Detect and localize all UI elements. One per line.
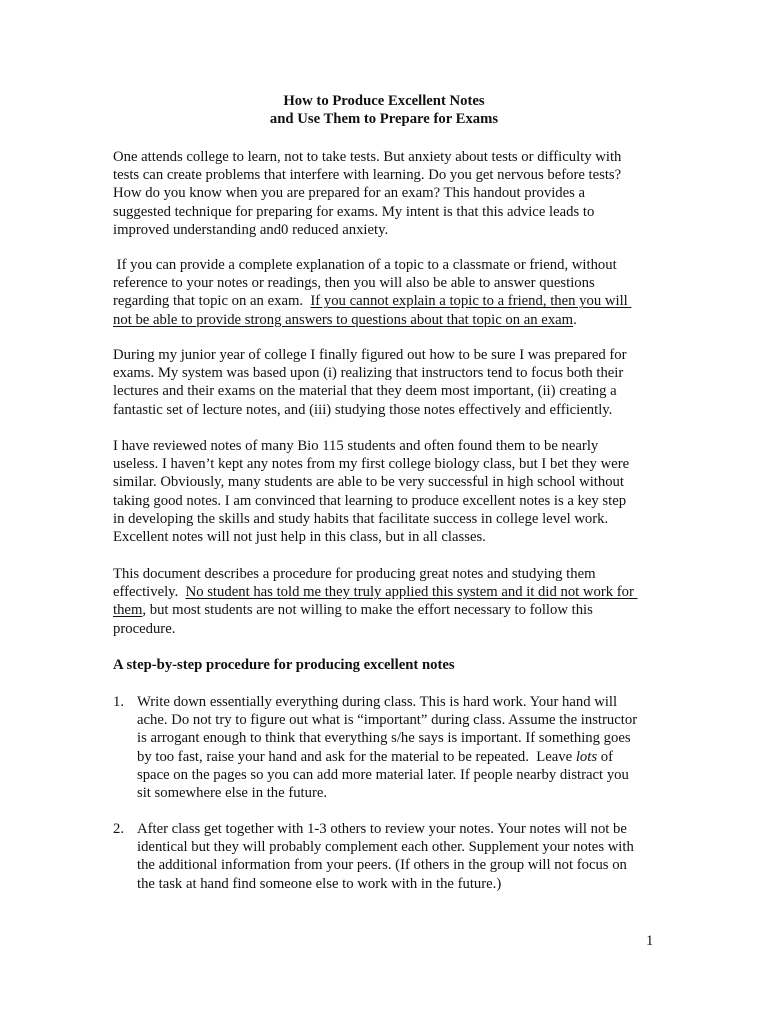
text-line: identical but they will probably complement each other. Supplement your notes with	[137, 839, 634, 856]
text-line: Excellent notes will not just help in this class, but in all classes.	[113, 529, 486, 546]
text-line: How do you know when you are prepared for an exam? This handout provides a	[113, 185, 586, 202]
section-heading: A step-by-step procedure for producing excellent notes	[113, 657, 455, 673]
text-line: is arrogant enough to think that everything s/he says is important. If something goes	[137, 730, 631, 747]
underlined-text: not be able to provide strong answers to questions about that topic on an exam	[113, 311, 574, 328]
text-line: This document describes a procedure for producing great notes and studying them	[113, 566, 596, 582]
text-line: the additional information from your peers. (If others in the group will not focus on	[137, 857, 627, 874]
text-line	[137, 748, 637, 766]
text-line: procedure.	[113, 620, 176, 637]
text-line: If you can provide a complete explanation of a topic to a classmate or friend, without	[113, 257, 617, 273]
text-line: tests can create problems that interfere with learning. Do you get nervous before tests?	[113, 167, 622, 184]
text-line: lectures and their exams on the material that they deem most important, (ii) creating a	[113, 383, 617, 400]
text-line: the task at hand find someone else to work with in the future.)	[137, 875, 502, 892]
paragraph-explain-topic	[113, 256, 673, 329]
text-line: ache. Do not try to figure out what is “important” during class. Assume the instructor	[137, 712, 638, 729]
text-line: I have reviewed notes of many Bio 115 students and often found them to be nearly	[113, 438, 599, 454]
list-item-number: 1.	[113, 694, 125, 710]
text-run: by too fast, raise your hand and ask for the material to be repeated. Leave	[137, 748, 576, 765]
text-line: taking good notes. I am convinced that learning to produce excellent notes is a key step	[113, 492, 627, 509]
text-run: regarding that topic on an exam.	[113, 293, 311, 310]
text-line: suggested technique for preparing for exams. My intent is that this advice leads to	[113, 203, 595, 220]
text-line: fantastic set of lecture notes, and (iii) studying those notes effectively and efficiently.	[113, 401, 613, 418]
paragraph-bio-notes	[113, 437, 673, 546]
paragraph-junior-year	[113, 346, 673, 419]
document-title-line-1: How to Produce Excellent Notes	[283, 93, 485, 109]
underlined-text: If you cannot explain a topic to a friend, then you will	[310, 293, 632, 310]
list-item-number: 2.	[113, 821, 125, 837]
text-run: effectively.	[113, 584, 186, 601]
text-line	[113, 292, 673, 310]
text-line: One attends college to learn, not to take tests. But anxiety about tests or difficulty with	[113, 149, 622, 165]
text-line: reference to your notes or readings, then you will also be able to answer questions	[113, 275, 595, 292]
text-line: sit somewhere else in the future.	[137, 785, 328, 802]
text-line	[113, 601, 673, 619]
paragraph-intro	[113, 148, 673, 239]
text-line: improved understanding and0 reduced anxiety.	[113, 221, 389, 238]
text-run: , but most students are not willing to make the effort necessary to follow this	[142, 602, 593, 619]
text-run: of	[597, 748, 613, 765]
underlined-text: No student has told me they truly applied this system and it did not work for	[185, 584, 638, 601]
text-line: useless. I haven’t kept any notes from my first college biology class, but I bet they were	[113, 456, 630, 473]
list-item-body	[137, 693, 637, 802]
underlined-text: them	[113, 602, 143, 619]
text-line	[113, 311, 673, 329]
text-line: similar. Obviously, many students are able to be very successful in high school without	[113, 474, 624, 491]
list-item-body	[137, 820, 634, 893]
text-line	[113, 583, 673, 601]
text-line: exams. My system was based upon (i) realizing that instructors tend to focus both their	[113, 365, 624, 382]
paragraph-procedure-intro	[113, 565, 673, 638]
text-line: During my junior year of college I finally figured out how to be sure I was prepared for	[113, 347, 627, 363]
page-number: 1	[646, 933, 654, 949]
document-title-line-2: and Use Them to Prepare for Exams	[269, 111, 499, 127]
emphasized-text: lots	[575, 748, 598, 765]
text-line: Write down essentially everything during class. This is hard work. Your hand will	[137, 694, 618, 710]
text-run: .	[573, 311, 577, 328]
text-line: space on the pages so you can add more material later. If people nearby distract you	[137, 766, 629, 783]
text-line: in developing the skills and study habits that facilitate success in college level work.	[113, 510, 609, 527]
text-line: After class get together with 1-3 others to review your notes. Your notes will not be	[137, 821, 627, 837]
